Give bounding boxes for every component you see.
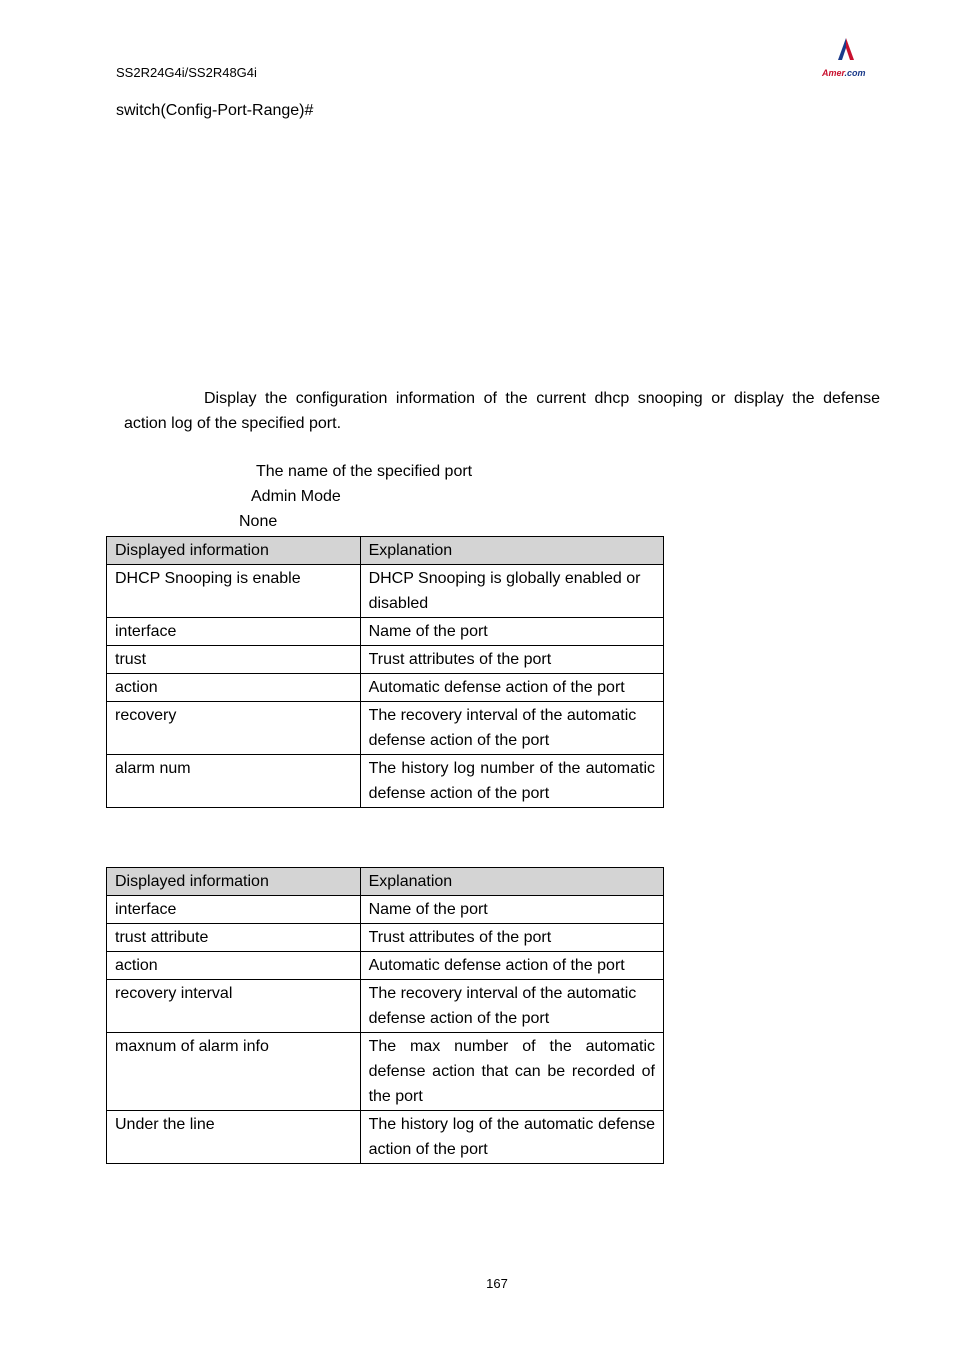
logo-wordmark: Amer.com (822, 68, 866, 78)
table-cell: Under the line (107, 1111, 361, 1164)
table-header-row (107, 868, 664, 896)
table-cell: alarm num (107, 755, 361, 808)
description-line-1: Display the configuration information of the current dhcp snooping or display the defense (204, 390, 880, 407)
table-cell: The recovery interval of the automatic defense action of the port (360, 980, 663, 1033)
command-description (124, 386, 880, 436)
triangle-logo-icon (818, 36, 878, 72)
table-header-cell: Displayed information (107, 868, 361, 896)
table-row (107, 618, 664, 646)
table-header-row (107, 537, 664, 565)
table-row (107, 565, 664, 618)
parameter-text: The name of the specified port (256, 463, 473, 480)
table-cell: action (107, 952, 361, 980)
display-info-table-2 (106, 867, 664, 1164)
table-cell: Name of the port (360, 618, 663, 646)
table-cell: recovery (107, 702, 361, 755)
table-cell: Trust attributes of the port (360, 924, 663, 952)
header-model-name: SS2R24G4i/SS2R48G4i (116, 65, 257, 80)
display-info-table-1 (106, 536, 664, 808)
table-cell: Automatic defense action of the port (360, 674, 663, 702)
table-row (107, 980, 664, 1033)
table-cell: trust (107, 646, 361, 674)
command-mode: Admin Mode (251, 488, 341, 505)
table-row (107, 674, 664, 702)
table-cell: The recovery interval of the automatic defense action of the port (360, 702, 663, 755)
command-prompt: switch(Config-Port-Range)# (116, 102, 314, 119)
table-cell: DHCP Snooping is globally enabled or disabled (360, 565, 663, 618)
table-cell: DHCP Snooping is enable (107, 565, 361, 618)
table-row (107, 952, 664, 980)
table-header-cell: Explanation (360, 868, 663, 896)
table-header-cell: Explanation (360, 537, 663, 565)
table-cell: Trust attributes of the port (360, 646, 663, 674)
table-cell: Automatic defense action of the port (360, 952, 663, 980)
table-cell: interface (107, 896, 361, 924)
table-cell: interface (107, 618, 361, 646)
table-row (107, 1111, 664, 1164)
table-cell: trust attribute (107, 924, 361, 952)
table-row (107, 924, 664, 952)
table-cell: The history log number of the automatic defense action of the port (360, 755, 663, 808)
amer-logo (818, 36, 878, 82)
table-cell: Name of the port (360, 896, 663, 924)
table-header-cell: Displayed information (107, 537, 361, 565)
table-cell: recovery interval (107, 980, 361, 1033)
table-row (107, 702, 664, 755)
table-row (107, 646, 664, 674)
page-number: 167 (486, 1276, 508, 1291)
table-row (107, 1033, 664, 1111)
table-row (107, 896, 664, 924)
table-row (107, 755, 664, 808)
table-cell: action (107, 674, 361, 702)
description-line-2: action log of the specified port. (124, 415, 342, 432)
table-cell: maxnum of alarm info (107, 1033, 361, 1111)
default-value: None (239, 513, 278, 530)
table-cell: The max number of the automatic defense action that can be recorded of the port (360, 1033, 663, 1111)
table-cell: The history log of the automatic defense action of the port (360, 1111, 663, 1164)
